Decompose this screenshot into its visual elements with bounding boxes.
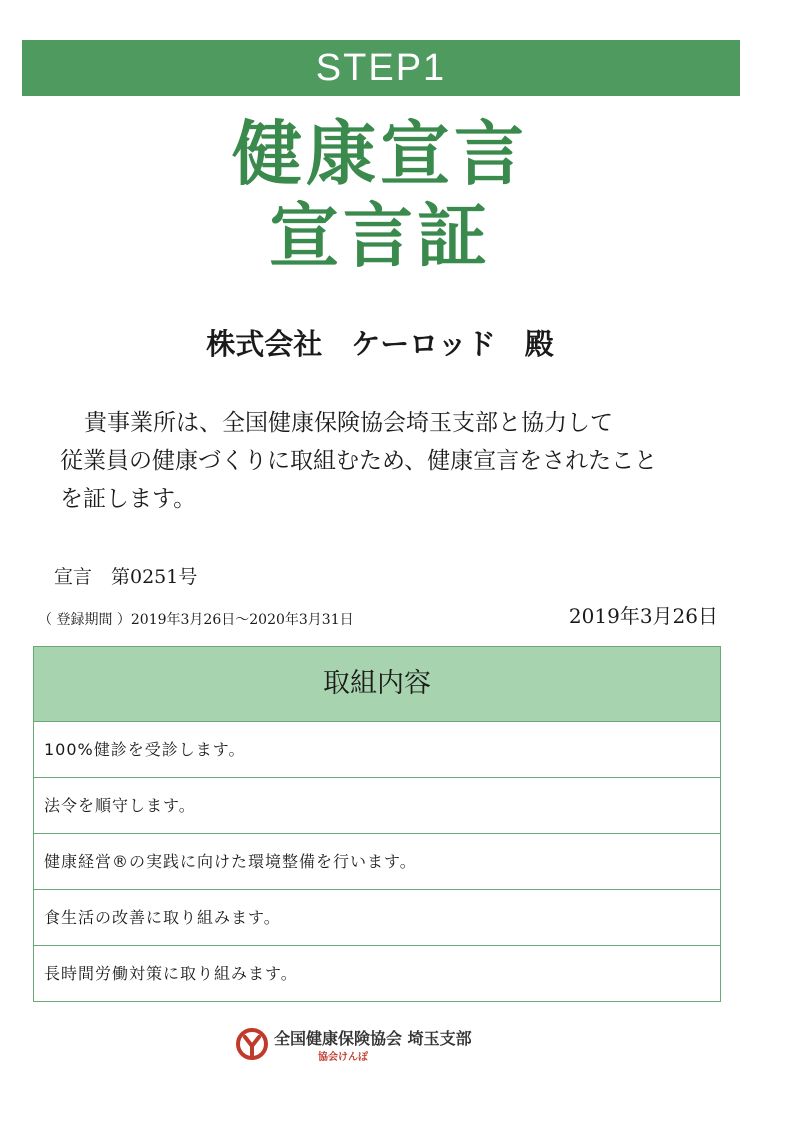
- certification-statement: [60, 404, 720, 518]
- statement-line: 従業員の健康づくりに取組むため、健康宣言をされたこと: [60, 448, 658, 474]
- statement-line: 貴事業所は、全国健康保険協会埼玉支部と協力して: [84, 410, 613, 436]
- initiatives-table-header: 取組内容: [34, 647, 720, 722]
- statement-line: を証します。: [60, 486, 197, 512]
- certificate-title-line1: 健康宣言: [232, 112, 528, 195]
- step-banner: STEP1: [22, 40, 740, 96]
- recipient-name: 株式会社 ケーロッド 殿: [206, 327, 554, 361]
- issuer-name: 全国健康保険協会 埼玉支部: [274, 1029, 472, 1048]
- initiative-row: 100%健診を受診します。: [34, 722, 720, 778]
- initiatives-table: [33, 646, 721, 1002]
- initiative-row: 健康経営®の実践に向けた環境整備を行います。: [34, 834, 720, 890]
- issuer-footer: [236, 1024, 556, 1068]
- initiative-row: 長時間労働対策に取り組みます。: [44, 964, 298, 983]
- certificate-title-line2: 宣言証: [269, 194, 491, 277]
- initiative-row: 法令を順守します。: [34, 778, 720, 834]
- initiative-row: 食生活の改善に取り組みます。: [34, 890, 720, 946]
- registration-period: （ 登録期間 ）2019年3月26日～2020年3月31日: [38, 612, 354, 628]
- kyokai-kenpo-logo-icon: [236, 1028, 268, 1060]
- issuer-nickname: 協会けんぽ: [318, 1052, 368, 1063]
- declaration-number: 宣言 第0251号: [54, 566, 198, 588]
- issue-date: 2019年3月26日: [568, 604, 718, 628]
